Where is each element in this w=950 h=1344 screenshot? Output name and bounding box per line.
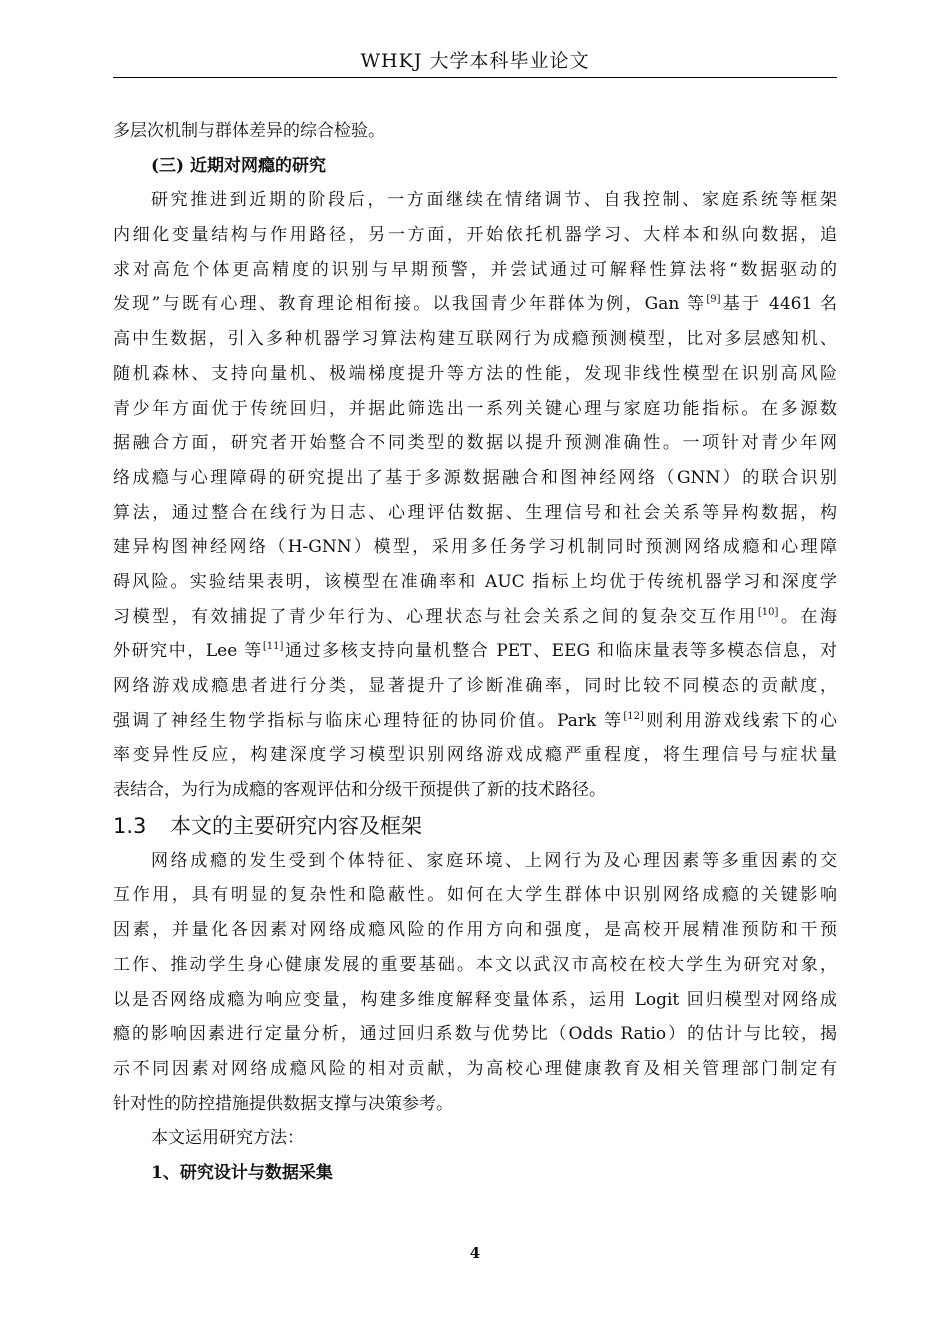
section-title: 本文的主要研究内容及框架 — [170, 813, 422, 838]
methods-intro: 本文运用研究方法： — [151, 1128, 304, 1149]
page-body — [113, 114, 837, 1191]
text-line: 研究推进到近期的阶段后，一方面继续在情绪调节、自我控制、家庭系统等框架 — [151, 190, 837, 211]
text-line: 网络游戏成瘾患者进行分类，显著提升了诊断准确率，同时比较不同模态的贡献度， — [113, 676, 837, 696]
text-line: 青少年方面优于传统回归，并据此筛选出一系列关键心理与家庭功能指标。在多源数 — [113, 398, 837, 419]
text-run: 外研究中，Lee 等 — [113, 641, 263, 662]
running-header: WHKJ 大学本科毕业论文 — [360, 50, 590, 72]
text-line: 碍风险。实验结果表明，该模型在准确率和 AUC 指标上均优于传统机器学习和深度学 — [113, 571, 837, 592]
citation-10[interactable]: [10] — [757, 606, 779, 618]
text-line: 工作、推动学生身心健康发展的重要基础。本文以武汉市高校在校大学生为研究对象， — [113, 954, 837, 975]
text-run: 强调了神经生物学指标与临床心理特征的协同价值。Park 等 — [113, 710, 624, 731]
text-run: 发现”与既有心理、教育理论相衔接。以我国青少年群体为例，Gan 等 — [113, 294, 707, 315]
text-line — [113, 634, 837, 669]
text-line — [113, 704, 837, 739]
text-line: 针对性的防控措施提供数据支撑与决策参考。 — [113, 1093, 453, 1114]
text-line: 据融合方面，研究者开始整合不同类型的数据以提升预测准确性。一项针对青少年网 — [113, 433, 837, 454]
text-run: 习模型，有效捕捉了青少年行为、心理状态与社会关系之间的复杂交互作用 — [113, 606, 758, 627]
text-line — [113, 600, 837, 635]
text-line: 示不同因素对网络成瘾风险的相对贡献，为高校心理健康教育及相关管理部门制定有 — [113, 1058, 837, 1079]
section-heading — [113, 808, 837, 844]
subsection-heading: 1、研究设计与数据采集 — [151, 1162, 333, 1183]
text-line: 因素，并量化各因素对网络成瘾风险的作用方向和强度，是高校开展精准预防和干预 — [113, 920, 837, 941]
citation-9[interactable]: [9] — [706, 294, 721, 306]
text-line: 表结合，为行为成瘾的客观评估和分级干预提供了新的技术路径。 — [113, 780, 606, 801]
text-line: 瘾的影响因素进行定量分析，通过回归系数与优势比（Odds Ratio）的估计与比较，揭 — [113, 1024, 837, 1045]
text-line: 率变异性反应，构建深度学习模型识别网络游戏成瘾严重程度，将生理信号与症状量 — [113, 745, 837, 766]
citation-12[interactable]: [12] — [623, 710, 644, 722]
text-run: 通过多核支持向量机整合 PET、EEG 和临床量表等多模态信息，对 — [283, 641, 837, 662]
text-line: 随机森林、支持向量机、极端梯度提升等方法的性能，发现非线性模型在识别高风险 — [113, 363, 837, 384]
text-line: 算法，通过整合在线行为日志、心理评估数据、生理信号和社会关系等异构数据，构 — [113, 502, 837, 523]
text-run: 。在海 — [778, 606, 838, 627]
section-number: 1.3 — [113, 813, 147, 838]
text-line — [113, 287, 837, 322]
text-line: 互作用，具有明显的复杂性和隐蔽性。如何在大学生群体中识别网络成瘾的关键影响 — [113, 885, 837, 906]
paragraph-main-content — [113, 844, 837, 1122]
text-line: 多层次机制与群体差异的综合检验。 — [113, 121, 385, 141]
text-run: 基于 4461 名 — [720, 294, 837, 315]
text-line: 求对高危个体更高精度的识别与早期预警，并尝试通过可解释性算法将“数据驱动的 — [113, 259, 837, 280]
citation-11[interactable]: [11] — [262, 641, 284, 653]
paragraph-recent-research — [113, 183, 837, 807]
text-line: 网络成瘾的发生受到个体特征、家庭环境、上网行为及心理因素等多重因素的交 — [151, 850, 837, 871]
text-run: 则利用游戏线索下的心 — [643, 710, 837, 731]
text-line: 络成瘾与心理障碍的研究提出了基于多源数据融合和图神经网络（GNN）的联合识别 — [113, 467, 837, 488]
header-rule — [113, 77, 837, 78]
text-line: 以是否网络成瘾为响应变量，构建多维度解释变量体系，运用 Logit 回归模型对网络成 — [113, 989, 837, 1010]
text-line: 内细化变量结构与作用路径，另一方面，开始依托机器学习、大样本和纵向数据，追 — [113, 225, 837, 246]
subheading: (三) 近期对网瘾的研究 — [151, 155, 327, 176]
page-number: 4 — [469, 1244, 481, 1262]
text-line: 高中生数据，引入多种机器学习算法构建互联网行为成瘾预测模型，比对多层感知机、 — [113, 329, 837, 350]
text-line: 建异构图神经网络（H-GNN）模型，采用多任务学习机制同时预测网络成瘾和心理障 — [113, 537, 837, 558]
